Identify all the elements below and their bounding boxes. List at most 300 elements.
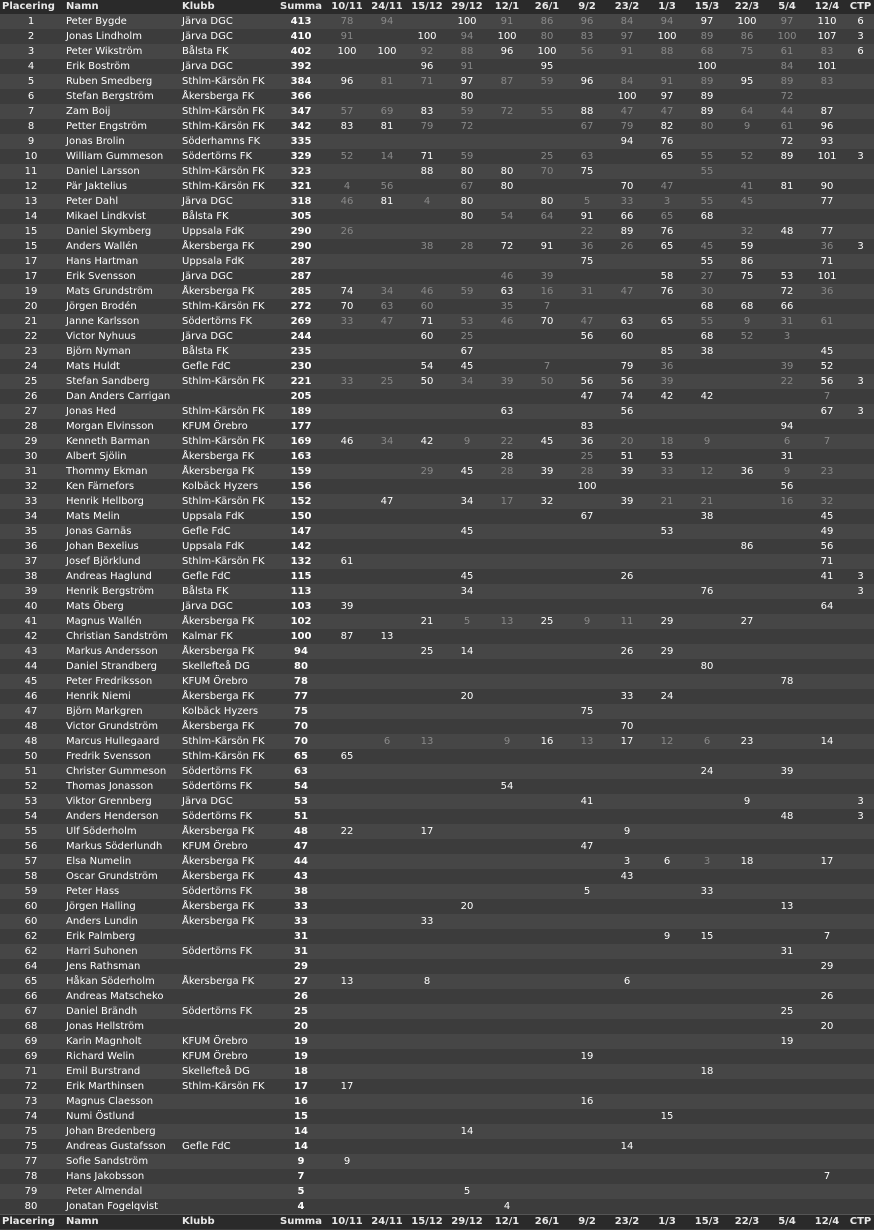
score-cell: 79 bbox=[620, 361, 634, 372]
placement-cell: 24 bbox=[24, 361, 38, 372]
score-cell bbox=[407, 419, 447, 434]
ctp-cell bbox=[847, 734, 874, 749]
name-cell: Peter Dahl bbox=[66, 196, 119, 207]
table-row bbox=[0, 194, 874, 209]
sum-cell: 329 bbox=[290, 151, 312, 162]
score-cell bbox=[527, 884, 567, 899]
score-cell bbox=[367, 584, 407, 599]
score-cell: 60 bbox=[420, 331, 434, 342]
placement-cell: 36 bbox=[24, 541, 38, 552]
ctp-cell bbox=[847, 899, 874, 914]
placement-cell: 5 bbox=[27, 76, 35, 87]
sum-cell: 5 bbox=[297, 1186, 305, 1197]
score-cell: 56 bbox=[580, 376, 594, 387]
score-cell bbox=[487, 1139, 527, 1154]
score-cell bbox=[567, 1199, 607, 1215]
score-cell: 64 bbox=[740, 106, 754, 117]
score-cell: 39 bbox=[620, 466, 634, 477]
club-cell: Södertörns FK bbox=[182, 766, 253, 777]
sum-cell: 205 bbox=[290, 391, 312, 402]
score-cell bbox=[327, 329, 367, 344]
score-cell bbox=[767, 614, 807, 629]
score-cell bbox=[767, 1154, 807, 1169]
score-cell bbox=[527, 1004, 567, 1019]
score-cell bbox=[727, 1004, 767, 1019]
score-cell bbox=[407, 689, 447, 704]
name-cell: Peter Hass bbox=[66, 886, 120, 897]
placement-cell: 69 bbox=[24, 1051, 38, 1062]
score-cell bbox=[447, 749, 487, 764]
score-cell bbox=[807, 689, 847, 704]
placement-cell: 28 bbox=[24, 421, 38, 432]
score-cell bbox=[607, 1124, 647, 1139]
placement-cell: 40 bbox=[24, 601, 38, 612]
placement-cell: 42 bbox=[24, 631, 38, 642]
score-cell bbox=[527, 1169, 567, 1184]
name-cell: Anders Lundin bbox=[66, 916, 138, 927]
score-cell bbox=[327, 359, 367, 374]
score-cell bbox=[327, 269, 367, 284]
score-cell bbox=[647, 1169, 687, 1184]
score-cell: 96 bbox=[580, 16, 594, 27]
score-cell bbox=[647, 1049, 687, 1064]
score-cell bbox=[407, 764, 447, 779]
score-cell bbox=[407, 1049, 447, 1064]
col-header-round-9: 15/3 bbox=[687, 0, 727, 14]
score-cell: 15 bbox=[700, 931, 714, 942]
score-cell: 59 bbox=[740, 241, 754, 252]
score-cell: 35 bbox=[500, 301, 514, 312]
name-cell: Daniel Brändh bbox=[66, 1006, 138, 1017]
ctp-cell bbox=[847, 1199, 874, 1215]
score-cell: 26 bbox=[620, 241, 634, 252]
club-cell: Åkersberga FK bbox=[182, 691, 255, 702]
sum-cell: 290 bbox=[290, 226, 312, 237]
score-cell bbox=[727, 404, 767, 419]
col-footer-round-0: 10/11 bbox=[327, 1215, 367, 1230]
score-cell bbox=[367, 884, 407, 899]
score-cell bbox=[687, 404, 727, 419]
score-cell bbox=[407, 629, 447, 644]
score-cell: 5 bbox=[583, 196, 591, 207]
score-cell bbox=[607, 1184, 647, 1199]
score-cell: 18 bbox=[740, 856, 754, 867]
score-cell bbox=[527, 689, 567, 704]
score-cell bbox=[407, 1064, 447, 1079]
score-cell bbox=[727, 659, 767, 674]
name-cell: Stefan Sandberg bbox=[66, 376, 150, 387]
placement-cell: 1 bbox=[27, 16, 35, 27]
placement-cell: 8 bbox=[27, 121, 35, 132]
name-cell: Marcus Hullegaard bbox=[66, 736, 160, 747]
score-cell: 30 bbox=[700, 286, 714, 297]
name-cell: Victor Nyhuus bbox=[66, 331, 136, 342]
ctp-cell bbox=[847, 299, 874, 314]
score-cell bbox=[607, 914, 647, 929]
score-cell: 17 bbox=[500, 496, 514, 507]
ctp-cell bbox=[847, 1019, 874, 1034]
ctp-cell bbox=[847, 854, 874, 869]
col-footer-round-5: 26/1 bbox=[527, 1215, 567, 1230]
score-cell: 47 bbox=[580, 391, 594, 402]
table-row bbox=[0, 1004, 874, 1019]
table-row bbox=[0, 1154, 874, 1169]
score-cell bbox=[487, 119, 527, 134]
club-cell: Gefle FdC bbox=[182, 361, 231, 372]
table-row bbox=[0, 314, 874, 329]
score-cell: 80 bbox=[460, 211, 474, 222]
placement-cell: 12 bbox=[24, 181, 38, 192]
score-cell bbox=[647, 884, 687, 899]
score-cell bbox=[367, 599, 407, 614]
score-cell: 67 bbox=[460, 346, 474, 357]
score-cell bbox=[727, 719, 767, 734]
sum-cell: 335 bbox=[290, 136, 312, 147]
score-cell bbox=[527, 419, 567, 434]
placement-cell: 48 bbox=[24, 736, 38, 747]
score-cell: 90 bbox=[820, 181, 834, 192]
score-cell bbox=[527, 899, 567, 914]
ctp-cell bbox=[847, 1034, 874, 1049]
name-cell: Magnus Wallén bbox=[66, 616, 142, 627]
score-cell bbox=[407, 344, 447, 359]
score-cell bbox=[767, 719, 807, 734]
placement-cell: 65 bbox=[24, 976, 38, 987]
name-cell: Henrik Bergström bbox=[66, 586, 155, 597]
score-cell bbox=[727, 479, 767, 494]
club-cell: Åkersberga FK bbox=[182, 916, 255, 927]
placement-cell: 50 bbox=[24, 751, 38, 762]
score-cell: 91 bbox=[540, 241, 554, 252]
club-cell: Åkersberga FK bbox=[182, 976, 255, 987]
table-row bbox=[0, 494, 874, 509]
placement-cell: 45 bbox=[24, 676, 38, 687]
score-cell: 84 bbox=[780, 61, 794, 72]
score-cell: 83 bbox=[820, 76, 834, 87]
score-cell bbox=[367, 1019, 407, 1034]
score-cell bbox=[447, 269, 487, 284]
score-cell bbox=[687, 614, 727, 629]
score-cell bbox=[367, 1094, 407, 1109]
score-cell bbox=[687, 599, 727, 614]
name-cell: Johan Bexelius bbox=[66, 541, 139, 552]
score-cell bbox=[327, 794, 367, 809]
score-cell bbox=[487, 194, 527, 209]
table-row bbox=[0, 359, 874, 374]
score-cell bbox=[367, 209, 407, 224]
placement-cell: 53 bbox=[24, 796, 38, 807]
score-cell bbox=[607, 149, 647, 164]
score-cell bbox=[487, 809, 527, 824]
score-cell: 82 bbox=[660, 121, 674, 132]
score-cell: 88 bbox=[460, 46, 474, 57]
score-cell bbox=[407, 254, 447, 269]
placement-cell: 17 bbox=[24, 271, 38, 282]
ctp-cell bbox=[847, 1094, 874, 1109]
score-cell bbox=[767, 779, 807, 794]
score-cell bbox=[727, 494, 767, 509]
score-cell bbox=[807, 1079, 847, 1094]
score-cell: 89 bbox=[780, 76, 794, 87]
ctp-cell bbox=[847, 74, 874, 89]
score-cell bbox=[487, 344, 527, 359]
club-cell: Kolbäck Hyzers bbox=[182, 481, 259, 492]
score-cell bbox=[407, 1124, 447, 1139]
placement-cell: 26 bbox=[24, 391, 38, 402]
score-cell: 6 bbox=[623, 976, 631, 987]
score-cell bbox=[607, 1169, 647, 1184]
score-cell bbox=[407, 719, 447, 734]
score-cell bbox=[487, 704, 527, 719]
score-cell bbox=[447, 449, 487, 464]
score-cell bbox=[567, 1184, 607, 1199]
table-row bbox=[0, 254, 874, 269]
score-cell bbox=[727, 1169, 767, 1184]
score-cell bbox=[567, 689, 607, 704]
score-cell bbox=[367, 674, 407, 689]
score-cell bbox=[327, 944, 367, 959]
name-cell: Jens Rathsman bbox=[66, 961, 141, 972]
score-cell bbox=[527, 344, 567, 359]
placement-cell: 60 bbox=[24, 901, 38, 912]
ctp-cell bbox=[847, 1124, 874, 1139]
score-cell: 13 bbox=[780, 901, 794, 912]
score-cell: 16 bbox=[780, 496, 794, 507]
score-cell bbox=[367, 1154, 407, 1169]
score-cell bbox=[487, 89, 527, 104]
score-cell bbox=[527, 449, 567, 464]
name-cell: Mats Melin bbox=[66, 511, 120, 522]
score-cell bbox=[567, 1004, 607, 1019]
score-cell: 47 bbox=[580, 316, 594, 327]
score-cell: 56 bbox=[620, 406, 634, 417]
score-cell bbox=[607, 899, 647, 914]
table-row bbox=[0, 104, 874, 119]
score-cell bbox=[567, 929, 607, 944]
score-cell bbox=[687, 689, 727, 704]
ctp-cell bbox=[847, 989, 874, 1004]
score-cell: 65 bbox=[660, 241, 674, 252]
score-cell: 65 bbox=[660, 316, 674, 327]
score-cell: 7 bbox=[543, 361, 551, 372]
score-cell bbox=[327, 1064, 367, 1079]
score-cell bbox=[367, 359, 407, 374]
score-cell bbox=[487, 539, 527, 554]
score-cell bbox=[327, 704, 367, 719]
score-cell: 56 bbox=[380, 181, 394, 192]
score-cell: 13 bbox=[380, 631, 394, 642]
score-cell bbox=[767, 959, 807, 974]
score-cell: 91 bbox=[620, 46, 634, 57]
score-cell: 94 bbox=[660, 16, 674, 27]
score-cell: 72 bbox=[780, 91, 794, 102]
score-cell bbox=[767, 989, 807, 1004]
score-cell bbox=[367, 764, 407, 779]
ctp-cell bbox=[847, 224, 874, 239]
score-cell bbox=[367, 1049, 407, 1064]
score-cell: 9 bbox=[343, 1156, 351, 1167]
score-cell bbox=[527, 674, 567, 689]
score-cell: 27 bbox=[700, 271, 714, 282]
col-footer-round-9: 15/3 bbox=[687, 1215, 727, 1230]
placement-cell: 52 bbox=[24, 781, 38, 792]
score-cell: 83 bbox=[820, 46, 834, 57]
score-cell: 47 bbox=[380, 316, 394, 327]
score-cell: 100 bbox=[697, 61, 717, 72]
ctp-cell: 3 bbox=[857, 241, 864, 252]
sum-cell: 413 bbox=[290, 16, 312, 27]
score-cell bbox=[367, 239, 407, 254]
club-cell: Sthlm-Kärsön FK bbox=[182, 76, 265, 87]
score-cell bbox=[687, 1124, 727, 1139]
score-cell bbox=[687, 1079, 727, 1094]
score-cell bbox=[447, 404, 487, 419]
score-cell: 65 bbox=[660, 151, 674, 162]
score-cell: 70 bbox=[540, 166, 554, 177]
score-cell bbox=[367, 989, 407, 1004]
score-cell bbox=[607, 959, 647, 974]
score-cell: 45 bbox=[460, 571, 474, 582]
score-cell: 76 bbox=[660, 136, 674, 147]
score-cell bbox=[527, 764, 567, 779]
score-cell: 80 bbox=[500, 181, 514, 192]
score-cell: 20 bbox=[820, 1021, 834, 1032]
score-cell: 56 bbox=[580, 46, 594, 57]
name-cell: Kenneth Barman bbox=[66, 436, 150, 447]
score-cell bbox=[607, 1079, 647, 1094]
score-cell: 14 bbox=[620, 1141, 634, 1152]
score-cell: 6 bbox=[783, 436, 791, 447]
score-cell: 45 bbox=[460, 526, 474, 537]
score-cell bbox=[527, 584, 567, 599]
score-cell bbox=[767, 824, 807, 839]
score-cell bbox=[647, 779, 687, 794]
score-cell bbox=[567, 959, 607, 974]
score-cell: 81 bbox=[380, 121, 394, 132]
score-cell: 9 bbox=[623, 826, 631, 837]
name-cell: Peter Bygde bbox=[66, 16, 127, 27]
score-cell bbox=[447, 764, 487, 779]
score-cell: 47 bbox=[660, 181, 674, 192]
ctp-cell: 3 bbox=[857, 811, 864, 822]
score-cell bbox=[807, 329, 847, 344]
score-cell bbox=[447, 869, 487, 884]
score-cell bbox=[607, 809, 647, 824]
score-cell: 88 bbox=[660, 46, 674, 57]
table-row bbox=[0, 119, 874, 134]
score-cell bbox=[327, 239, 367, 254]
score-cell: 39 bbox=[780, 361, 794, 372]
score-cell: 4 bbox=[423, 196, 431, 207]
score-cell: 84 bbox=[620, 16, 634, 27]
score-cell bbox=[727, 554, 767, 569]
score-cell: 61 bbox=[340, 556, 354, 567]
score-cell bbox=[727, 779, 767, 794]
score-cell bbox=[407, 959, 447, 974]
score-cell bbox=[647, 419, 687, 434]
score-cell: 76 bbox=[660, 286, 674, 297]
club-cell: Södertörns FK bbox=[182, 151, 253, 162]
score-cell: 13 bbox=[340, 976, 354, 987]
score-cell bbox=[527, 479, 567, 494]
score-cell: 55 bbox=[700, 151, 714, 162]
name-cell: Richard Welin bbox=[66, 1051, 135, 1062]
score-cell bbox=[407, 479, 447, 494]
score-cell: 46 bbox=[500, 316, 514, 327]
score-cell bbox=[327, 929, 367, 944]
score-cell bbox=[607, 509, 647, 524]
col-header-sum: Summa bbox=[275, 0, 327, 14]
score-cell: 3 bbox=[783, 331, 791, 342]
score-cell: 85 bbox=[660, 346, 674, 357]
score-cell bbox=[447, 1049, 487, 1064]
score-cell bbox=[647, 839, 687, 854]
score-cell bbox=[367, 539, 407, 554]
sum-cell: 20 bbox=[294, 1021, 308, 1032]
club-cell: Sthlm-Kärsön FK bbox=[182, 436, 265, 447]
score-cell bbox=[807, 809, 847, 824]
sum-cell: 102 bbox=[290, 616, 312, 627]
score-cell bbox=[407, 14, 447, 29]
score-cell: 39 bbox=[620, 496, 634, 507]
score-cell: 80 bbox=[460, 91, 474, 102]
score-cell bbox=[367, 689, 407, 704]
score-cell bbox=[527, 179, 567, 194]
score-cell bbox=[407, 209, 447, 224]
score-cell bbox=[407, 1034, 447, 1049]
score-cell bbox=[327, 839, 367, 854]
score-cell: 94 bbox=[460, 31, 474, 42]
score-cell bbox=[527, 404, 567, 419]
score-cell: 100 bbox=[377, 46, 397, 57]
ctp-cell bbox=[847, 119, 874, 134]
score-cell bbox=[327, 1094, 367, 1109]
score-cell: 34 bbox=[380, 436, 394, 447]
score-cell bbox=[487, 1034, 527, 1049]
score-cell bbox=[607, 524, 647, 539]
table-row bbox=[0, 899, 874, 914]
score-cell bbox=[647, 1139, 687, 1154]
score-cell bbox=[607, 779, 647, 794]
score-cell: 110 bbox=[817, 16, 837, 27]
score-cell bbox=[727, 1139, 767, 1154]
name-cell: Björn Nyman bbox=[66, 346, 131, 357]
table-row bbox=[0, 1139, 874, 1154]
score-cell bbox=[767, 734, 807, 749]
ctp-cell bbox=[847, 1064, 874, 1079]
ctp-cell bbox=[847, 209, 874, 224]
placement-cell: 62 bbox=[24, 931, 38, 942]
club-cell: Sthlm-Kärsön FK bbox=[182, 181, 265, 192]
score-cell: 55 bbox=[700, 196, 714, 207]
name-cell: Oscar Grundström bbox=[66, 871, 158, 882]
table-row bbox=[0, 809, 874, 824]
score-cell bbox=[327, 254, 367, 269]
score-cell bbox=[767, 1124, 807, 1139]
table-row bbox=[0, 374, 874, 389]
score-cell bbox=[527, 224, 567, 239]
club-cell: Åkersberga FK bbox=[182, 616, 255, 627]
score-cell bbox=[527, 1019, 567, 1034]
ctp-cell bbox=[847, 479, 874, 494]
score-cell bbox=[527, 809, 567, 824]
score-cell bbox=[367, 809, 407, 824]
score-cell bbox=[567, 764, 607, 779]
table-row bbox=[0, 764, 874, 779]
table-row bbox=[0, 1079, 874, 1094]
score-cell bbox=[367, 899, 407, 914]
score-cell: 33 bbox=[420, 916, 434, 927]
